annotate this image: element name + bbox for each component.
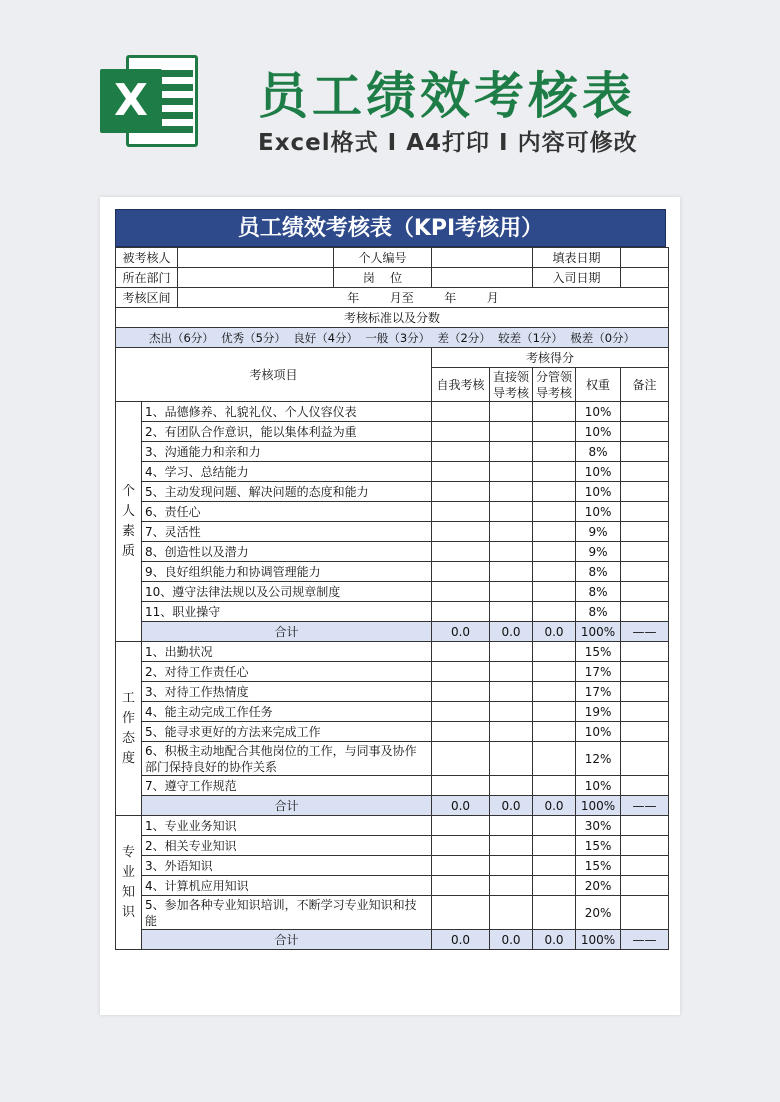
- direct-score-cell[interactable]: [490, 482, 533, 502]
- table-row: [116, 702, 669, 722]
- total-direct: 0.0: [490, 796, 533, 816]
- total-label: 合计: [142, 622, 432, 642]
- table-row: [116, 682, 669, 702]
- table-row: [116, 562, 669, 582]
- item-label: 8、创造性以及潜力: [142, 542, 432, 562]
- direct-score-cell[interactable]: [490, 776, 533, 796]
- item-label: 3、沟通能力和亲和力: [142, 442, 432, 462]
- self-score-cell[interactable]: [432, 502, 490, 522]
- category-cell: [116, 642, 142, 816]
- logo-letter: X: [100, 69, 162, 133]
- table-row: [116, 816, 669, 836]
- direct-score-cell[interactable]: [490, 702, 533, 722]
- direct-score-cell[interactable]: [490, 876, 533, 896]
- total-remark: ——: [621, 930, 669, 950]
- table-row: [116, 522, 669, 542]
- remark-cell[interactable]: [621, 402, 669, 422]
- score-group-header: 考核得分: [432, 348, 669, 368]
- employee-no-field[interactable]: [432, 248, 533, 268]
- self-score-cell[interactable]: [432, 542, 490, 562]
- table-row: [116, 722, 669, 742]
- weight-value: 9%: [576, 542, 621, 562]
- table-row: [116, 482, 669, 502]
- self-score-cell[interactable]: [432, 742, 490, 776]
- remark-cell[interactable]: [621, 602, 669, 622]
- item-label: 2、对待工作责任心: [142, 662, 432, 682]
- division-score-cell[interactable]: [533, 442, 576, 462]
- weight-value: 17%: [576, 662, 621, 682]
- total-division: 0.0: [533, 930, 576, 950]
- remark-cell[interactable]: [621, 896, 669, 930]
- direct-score-cell[interactable]: [490, 742, 533, 776]
- weight-value: 8%: [576, 442, 621, 462]
- remark-cell[interactable]: [621, 502, 669, 522]
- header-row-1: [116, 348, 669, 368]
- table-row: [116, 876, 669, 896]
- performance-form: [115, 209, 666, 950]
- remark-cell[interactable]: [621, 742, 669, 776]
- item-label: 11、职业操守: [142, 602, 432, 622]
- info-row-2: [116, 268, 669, 288]
- remark-cell[interactable]: [621, 642, 669, 662]
- weight-value: 15%: [576, 642, 621, 662]
- item-label: 2、相关专业知识: [142, 836, 432, 856]
- join-date-field[interactable]: [621, 268, 669, 288]
- standard-title: 考核标准以及分数: [116, 308, 669, 328]
- table-row: [116, 502, 669, 522]
- direct-score-cell[interactable]: [490, 442, 533, 462]
- remark-cell[interactable]: [621, 836, 669, 856]
- total-row: [116, 622, 669, 642]
- division-score-cell[interactable]: [533, 742, 576, 776]
- division-score-cell[interactable]: [533, 702, 576, 722]
- remark-cell[interactable]: [621, 542, 669, 562]
- item-label: 4、能主动完成工作任务: [142, 702, 432, 722]
- department-label: 所在部门: [116, 268, 178, 288]
- item-label: 1、专业业务知识: [142, 816, 432, 836]
- total-row: [116, 930, 669, 950]
- item-label: 6、积极主动地配合其他岗位的工作，与同事及协作部门保持良好的协作关系: [142, 742, 432, 776]
- weight-value: 8%: [576, 562, 621, 582]
- fill-date-label: 填表日期: [533, 248, 621, 268]
- weight-value: 8%: [576, 582, 621, 602]
- standard-levels-row: [116, 328, 669, 348]
- division-score-cell[interactable]: [533, 482, 576, 502]
- table-row: [116, 742, 669, 776]
- remark-cell[interactable]: [621, 682, 669, 702]
- self-score-cell[interactable]: [432, 856, 490, 876]
- division-score-cell[interactable]: [533, 422, 576, 442]
- direct-score-cell[interactable]: [490, 682, 533, 702]
- employee-no-label: 个人编号: [334, 248, 432, 268]
- self-score-cell[interactable]: [432, 662, 490, 682]
- total-weight: 100%: [576, 622, 621, 642]
- total-weight: 100%: [576, 796, 621, 816]
- position-label: 岗 位: [334, 268, 432, 288]
- weight-value: 10%: [576, 402, 621, 422]
- division-score-cell[interactable]: [533, 562, 576, 582]
- direct-score-cell[interactable]: [490, 662, 533, 682]
- direct-score-cell[interactable]: [490, 642, 533, 662]
- self-score-cell[interactable]: [432, 422, 490, 442]
- item-label: 2、有团队合作意识，能以集体利益为重: [142, 422, 432, 442]
- department-field[interactable]: [178, 268, 334, 288]
- table-row: [116, 836, 669, 856]
- table-row: [116, 856, 669, 876]
- division-score-cell[interactable]: [533, 682, 576, 702]
- total-label: 合计: [142, 796, 432, 816]
- direct-score-cell[interactable]: [490, 522, 533, 542]
- self-score-cell[interactable]: [432, 642, 490, 662]
- self-score-cell[interactable]: [432, 522, 490, 542]
- evaluation-table: [115, 247, 669, 950]
- excel-logo-icon: [100, 55, 198, 147]
- direct-score-cell[interactable]: [490, 542, 533, 562]
- item-label: 1、品德修养、礼貌礼仪、个人仪容仪表: [142, 402, 432, 422]
- period-field[interactable]: 年 月至 年 月: [178, 288, 669, 308]
- remark-cell[interactable]: [621, 482, 669, 502]
- item-label: 3、外语知识: [142, 856, 432, 876]
- self-header: 自我考核: [432, 368, 490, 402]
- direct-score-cell[interactable]: [490, 602, 533, 622]
- position-field[interactable]: [432, 268, 533, 288]
- direct-score-cell[interactable]: [490, 422, 533, 442]
- self-score-cell[interactable]: [432, 876, 490, 896]
- remark-cell[interactable]: [621, 722, 669, 742]
- item-label: 5、主动发现问题、解决问题的态度和能力: [142, 482, 432, 502]
- weight-value: 20%: [576, 876, 621, 896]
- remark-cell[interactable]: [621, 856, 669, 876]
- weight-value: 9%: [576, 522, 621, 542]
- table-row: [116, 402, 669, 422]
- total-self: 0.0: [432, 796, 490, 816]
- weight-value: 10%: [576, 722, 621, 742]
- total-self: 0.0: [432, 930, 490, 950]
- direct-score-cell[interactable]: [490, 816, 533, 836]
- direct-score-cell[interactable]: [490, 836, 533, 856]
- weight-value: 19%: [576, 702, 621, 722]
- standard-title-row: [116, 308, 669, 328]
- weight-value: 10%: [576, 422, 621, 442]
- division-score-cell[interactable]: [533, 816, 576, 836]
- direct-score-cell[interactable]: [490, 462, 533, 482]
- remark-cell[interactable]: [621, 442, 669, 462]
- join-date-label: 入司日期: [533, 268, 621, 288]
- weight-value: 20%: [576, 896, 621, 930]
- form-title: 员工绩效考核表（KPI考核用）: [115, 209, 666, 247]
- self-score-cell[interactable]: [432, 402, 490, 422]
- weight-value: 10%: [576, 502, 621, 522]
- form-sheet: [100, 197, 680, 1015]
- category-label: 工作态度: [121, 690, 135, 766]
- remark-cell[interactable]: [621, 816, 669, 836]
- item-header: 考核项目: [116, 348, 432, 402]
- weight-value: 15%: [576, 856, 621, 876]
- remark-cell[interactable]: [621, 876, 669, 896]
- direct-score-cell[interactable]: [490, 582, 533, 602]
- weight-value: 10%: [576, 776, 621, 796]
- appraisee-field[interactable]: [178, 248, 334, 268]
- division-score-cell[interactable]: [533, 896, 576, 930]
- table-row: [116, 422, 669, 442]
- division-score-cell[interactable]: [533, 582, 576, 602]
- page-title: 员工绩效考核表: [258, 67, 636, 125]
- self-score-cell[interactable]: [432, 836, 490, 856]
- remark-cell[interactable]: [621, 462, 669, 482]
- total-row: [116, 796, 669, 816]
- remark-cell[interactable]: [621, 662, 669, 682]
- table-row: [116, 442, 669, 462]
- item-label: 7、遵守工作规范: [142, 776, 432, 796]
- item-label: 4、学习、总结能力: [142, 462, 432, 482]
- division-score-cell[interactable]: [533, 856, 576, 876]
- table-row: [116, 542, 669, 562]
- direct-score-cell[interactable]: [490, 722, 533, 742]
- direct-score-cell[interactable]: [490, 502, 533, 522]
- table-row: [116, 602, 669, 622]
- item-label: 5、参加各种专业知识培训，不断学习专业知识和技能: [142, 896, 432, 930]
- remark-cell[interactable]: [621, 776, 669, 796]
- category-label: 个人素质: [121, 483, 135, 559]
- division-score-cell[interactable]: [533, 402, 576, 422]
- self-score-cell[interactable]: [432, 562, 490, 582]
- weight-value: 17%: [576, 682, 621, 702]
- total-label: 合计: [142, 930, 432, 950]
- table-row: [116, 776, 669, 796]
- total-remark: ——: [621, 622, 669, 642]
- table-row: [116, 462, 669, 482]
- remark-cell[interactable]: [621, 422, 669, 442]
- category-cell: [116, 402, 142, 642]
- table-row: [116, 642, 669, 662]
- division-score-cell[interactable]: [533, 776, 576, 796]
- weight-value: 30%: [576, 816, 621, 836]
- self-score-cell[interactable]: [432, 896, 490, 930]
- division-score-cell[interactable]: [533, 462, 576, 482]
- division-score-cell[interactable]: [533, 662, 576, 682]
- info-row-1: [116, 248, 669, 268]
- division-score-cell[interactable]: [533, 602, 576, 622]
- item-label: 1、出勤状况: [142, 642, 432, 662]
- weight-value: 12%: [576, 742, 621, 776]
- direct-header: 直接领导考核: [490, 368, 533, 402]
- category-cell: [116, 816, 142, 950]
- weight-header: 权重: [576, 368, 621, 402]
- item-label: 7、灵活性: [142, 522, 432, 542]
- division-score-cell[interactable]: [533, 876, 576, 896]
- self-score-cell[interactable]: [432, 582, 490, 602]
- division-score-cell[interactable]: [533, 722, 576, 742]
- self-score-cell[interactable]: [432, 462, 490, 482]
- item-label: 4、计算机应用知识: [142, 876, 432, 896]
- total-division: 0.0: [533, 796, 576, 816]
- remark-header: 备注: [621, 368, 669, 402]
- total-direct: 0.0: [490, 622, 533, 642]
- self-score-cell[interactable]: [432, 776, 490, 796]
- remark-cell[interactable]: [621, 582, 669, 602]
- item-label: 3、对待工作热情度: [142, 682, 432, 702]
- direct-score-cell[interactable]: [490, 562, 533, 582]
- fill-date-field[interactable]: [621, 248, 669, 268]
- category-label: 专业知识: [121, 844, 135, 920]
- item-label: 6、责任心: [142, 502, 432, 522]
- page-subtitle: Excel格式 I A4打印 I 内容可修改: [258, 130, 638, 156]
- standard-levels: 杰出（6分） 优秀（5分） 良好（4分） 一般（3分） 差（2分） 较差（1分） 极差（0分）: [116, 328, 669, 348]
- weight-value: 8%: [576, 602, 621, 622]
- self-score-cell[interactable]: [432, 722, 490, 742]
- division-score-cell[interactable]: [533, 642, 576, 662]
- self-score-cell[interactable]: [432, 702, 490, 722]
- remark-cell[interactable]: [621, 562, 669, 582]
- total-division: 0.0: [533, 622, 576, 642]
- direct-score-cell[interactable]: [490, 856, 533, 876]
- remark-cell[interactable]: [621, 702, 669, 722]
- division-score-cell[interactable]: [533, 502, 576, 522]
- division-score-cell[interactable]: [533, 542, 576, 562]
- weight-value: 15%: [576, 836, 621, 856]
- self-score-cell[interactable]: [432, 442, 490, 462]
- total-direct: 0.0: [490, 930, 533, 950]
- table-row: [116, 662, 669, 682]
- direct-score-cell[interactable]: [490, 402, 533, 422]
- total-self: 0.0: [432, 622, 490, 642]
- header-banner: [0, 0, 780, 190]
- item-label: 5、能寻求更好的方法来完成工作: [142, 722, 432, 742]
- remark-cell[interactable]: [621, 522, 669, 542]
- division-score-cell[interactable]: [533, 522, 576, 542]
- self-score-cell[interactable]: [432, 482, 490, 502]
- direct-score-cell[interactable]: [490, 896, 533, 930]
- total-weight: 100%: [576, 930, 621, 950]
- self-score-cell[interactable]: [432, 602, 490, 622]
- table-row: [116, 896, 669, 930]
- item-label: 10、遵守法律法规以及公司规章制度: [142, 582, 432, 602]
- division-header: 分管领导考核: [533, 368, 576, 402]
- item-label: 9、良好组织能力和协调管理能力: [142, 562, 432, 582]
- table-row: [116, 582, 669, 602]
- appraisee-label: 被考核人: [116, 248, 178, 268]
- self-score-cell[interactable]: [432, 682, 490, 702]
- weight-value: 10%: [576, 462, 621, 482]
- division-score-cell[interactable]: [533, 836, 576, 856]
- self-score-cell[interactable]: [432, 816, 490, 836]
- info-row-3: [116, 288, 669, 308]
- total-remark: ——: [621, 796, 669, 816]
- weight-value: 10%: [576, 482, 621, 502]
- period-label: 考核区间: [116, 288, 178, 308]
